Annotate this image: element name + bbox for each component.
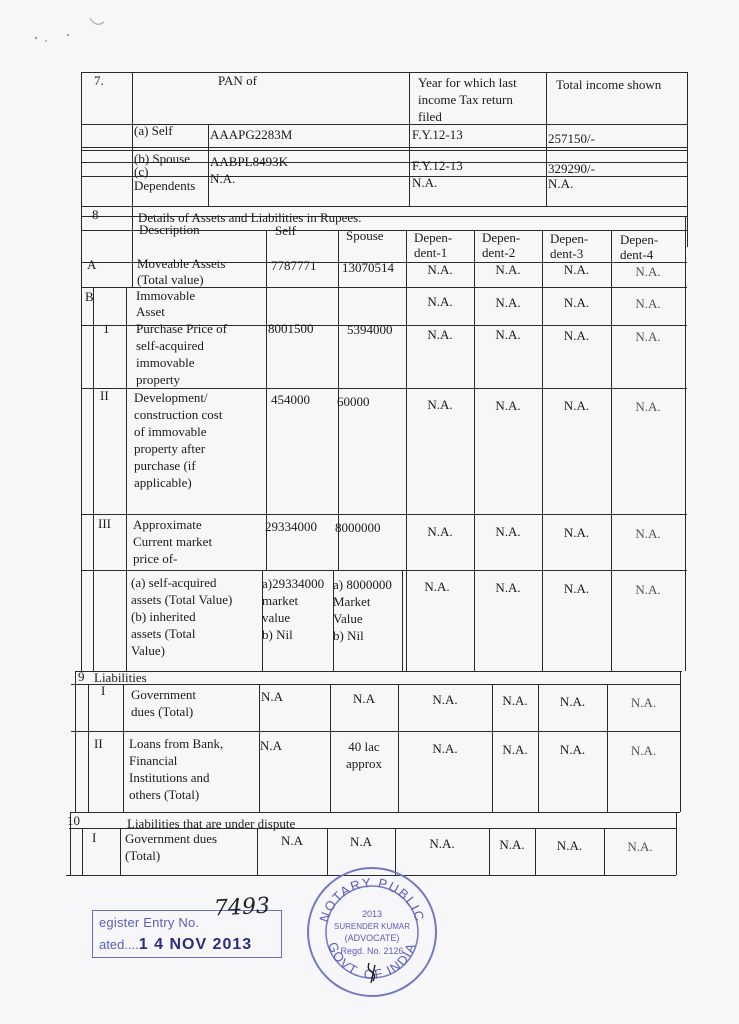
- row-b4-spouse: a) 8000000 Market Value b) Nil: [333, 577, 392, 643]
- row-b4-description: (a) self-acquired assets (Total Value) (b) inherited assets (Total Value): [131, 575, 233, 658]
- dependent-1-header: Depen- dent-1: [414, 230, 453, 260]
- date-label: ated....: [99, 937, 139, 952]
- row9-i-description: Government dues (Total): [131, 687, 196, 719]
- notary-seal-icon: [305, 865, 439, 999]
- row10-i-code: I: [92, 830, 97, 845]
- spouse-pan: AABPL8493K: [210, 154, 289, 169]
- row-b-dep3: N.A.: [563, 295, 590, 310]
- income-header: Total income shown: [556, 77, 662, 92]
- row-b4-dep1: N.A.: [424, 579, 450, 594]
- seal-title: (ADVOCATE): [344, 933, 400, 943]
- row9-ii-dep4: N.A.: [630, 743, 657, 758]
- row-b3-spouse: 8000000: [335, 520, 381, 535]
- dependents-income: N.A.: [548, 176, 574, 191]
- row9-i-dep4: N.A.: [630, 695, 657, 710]
- self-header: Self: [275, 223, 296, 238]
- dependent-4-header: Depen- dent-4: [620, 232, 659, 262]
- spouse-income: 329290/-: [548, 161, 595, 176]
- row9-ii-code: II: [94, 736, 103, 751]
- row-b1-self: 8001500: [268, 321, 314, 336]
- seal-regd: Regd. No. 2126: [340, 946, 404, 956]
- row-b2-dep1: N.A.: [427, 397, 453, 412]
- row9-i-dep1: N.A.: [432, 692, 458, 707]
- row-a-dep4: N.A.: [635, 264, 661, 279]
- row-b3-dep2: N.A.: [495, 524, 521, 539]
- row9-title: Liabilities: [94, 670, 147, 685]
- row10-i-spouse: N.A: [349, 834, 373, 849]
- row9-ii-dep2: N.A.: [502, 742, 528, 757]
- dependent-3-header: Depen- dent-3: [550, 231, 589, 261]
- self-pan: AAAPG2283M: [210, 127, 293, 142]
- row9-i-spouse: N.A: [352, 691, 376, 706]
- row-b3-self: 29334000: [265, 519, 317, 534]
- row-b4-self: a)29334000 market value b) Nil: [262, 576, 325, 642]
- row8-title: Details of Assets and Liabilities in Rupees.: [138, 210, 362, 225]
- row9-ii-spouse: 40 lac approx: [345, 739, 383, 771]
- row-b2-self: 454000: [271, 392, 310, 407]
- dependents-label: (c) Dependents: [134, 164, 196, 193]
- seal-name: SURENDER KUMAR: [333, 922, 411, 931]
- row10-i-dep3: N.A.: [556, 838, 583, 853]
- stamp-date: 1 4 NOV 2013: [138, 936, 253, 953]
- row-b1-dep3: N.A.: [563, 328, 590, 343]
- row9-ii-description: Loans from Bank, Financial Institutions and others (Total): [129, 736, 224, 802]
- row-a-dep3: N.A.: [563, 262, 590, 277]
- row-b3-code: III: [98, 516, 111, 531]
- seal-top-text: NOTARY PUBLIC: [316, 874, 428, 924]
- spouse-year: F.Y.12-13: [412, 158, 463, 173]
- row-b4-dep4: N.A.: [635, 582, 661, 597]
- spouse-label: (b) Spouse: [134, 151, 190, 166]
- row10-title: Liabilities that are under dispute: [127, 816, 296, 831]
- spouse-header: Spouse: [346, 228, 384, 243]
- row-b-description: Immovable Asset: [136, 288, 196, 319]
- row9-ii-self: N.A: [260, 738, 283, 753]
- row-b-dep1: N.A.: [427, 294, 453, 309]
- row-b1-dep4: N.A.: [635, 329, 661, 344]
- row9-ii-dep1: N.A.: [432, 741, 458, 756]
- row-b1-spouse: 5394000: [347, 322, 393, 337]
- row-a-spouse: 13070514: [342, 260, 394, 275]
- row10-i-dep2: N.A.: [499, 837, 525, 852]
- dependents-pan: N.A.: [210, 171, 236, 186]
- row-b1-dep1: N.A.: [427, 327, 453, 342]
- row-b3-dep1: N.A.: [427, 524, 453, 539]
- row-b1-code: 1: [103, 321, 110, 336]
- register-entry-label: egister Entry No.: [99, 915, 200, 930]
- dependent-2-header: Depen- dent-2: [482, 230, 521, 260]
- row10-number: 10: [67, 813, 80, 828]
- row-b2-dep2: N.A.: [495, 398, 521, 413]
- row10-i-dep4: N.A.: [627, 839, 653, 854]
- row-b-code: B: [85, 289, 94, 304]
- row10-i-dep1: N.A.: [429, 836, 455, 851]
- description-header: Description: [139, 222, 200, 237]
- row9-ii-dep3: N.A.: [559, 742, 586, 757]
- year-header: Year for which last income Tax return filed: [418, 75, 517, 124]
- entry-number-handwritten: 7493: [213, 893, 271, 922]
- row-b3-description: Approximate Current market price of-: [133, 517, 213, 566]
- row-b-dep2: N.A.: [495, 295, 521, 310]
- row-a-description: Moveable Assets (Total value): [137, 256, 226, 287]
- row9-i-dep2: N.A.: [502, 693, 528, 708]
- row-b4-dep2: N.A.: [495, 580, 521, 595]
- row-b3-dep4: N.A.: [635, 526, 661, 541]
- self-label: (a) Self: [134, 123, 173, 138]
- row9-number: 9: [78, 669, 85, 684]
- row-b2-spouse: 60000: [337, 394, 370, 409]
- row9-i-code: I: [101, 683, 106, 698]
- row-b-dep4: N.A.: [635, 296, 661, 311]
- row7-number: 7.: [94, 73, 104, 88]
- row-b3-dep3: N.A.: [563, 525, 590, 540]
- row-a-dep2: N.A.: [495, 262, 521, 277]
- row-a-dep1: N.A.: [427, 262, 453, 277]
- row10-i-description: Government dues (Total): [125, 831, 218, 863]
- seal-year: 2013: [361, 909, 383, 919]
- seal-bottom-text: GOVT. OF INDIA: [325, 940, 419, 982]
- self-income: 257150/-: [548, 131, 595, 146]
- row-b1-dep2: N.A.: [495, 327, 521, 342]
- row-b2-code: II: [100, 388, 109, 403]
- row-a-code: A: [87, 257, 97, 272]
- row10-i-self: N.A: [280, 833, 304, 848]
- row-b2-description: Development/ construction cost of immovable property after purchase (if applicable): [134, 390, 223, 490]
- row-b4-dep3: N.A.: [563, 581, 590, 596]
- row-b2-dep4: N.A.: [635, 399, 661, 414]
- paper-mark-icon: [28, 8, 108, 48]
- pan-header: PAN of: [218, 73, 257, 88]
- row9-i-self: N.A: [261, 689, 284, 704]
- row-b1-description: Purchase Price of self-acquired immovable property: [136, 321, 227, 387]
- self-year: F.Y.12-13: [412, 127, 463, 142]
- row8-number: 8: [92, 207, 99, 222]
- dependents-year: N.A.: [412, 175, 438, 190]
- row9-i-dep3: N.A.: [559, 694, 586, 709]
- row-a-self: 7787771: [271, 258, 317, 273]
- row-b2-dep3: N.A.: [563, 398, 590, 413]
- stamp-date-row: [99, 936, 252, 954]
